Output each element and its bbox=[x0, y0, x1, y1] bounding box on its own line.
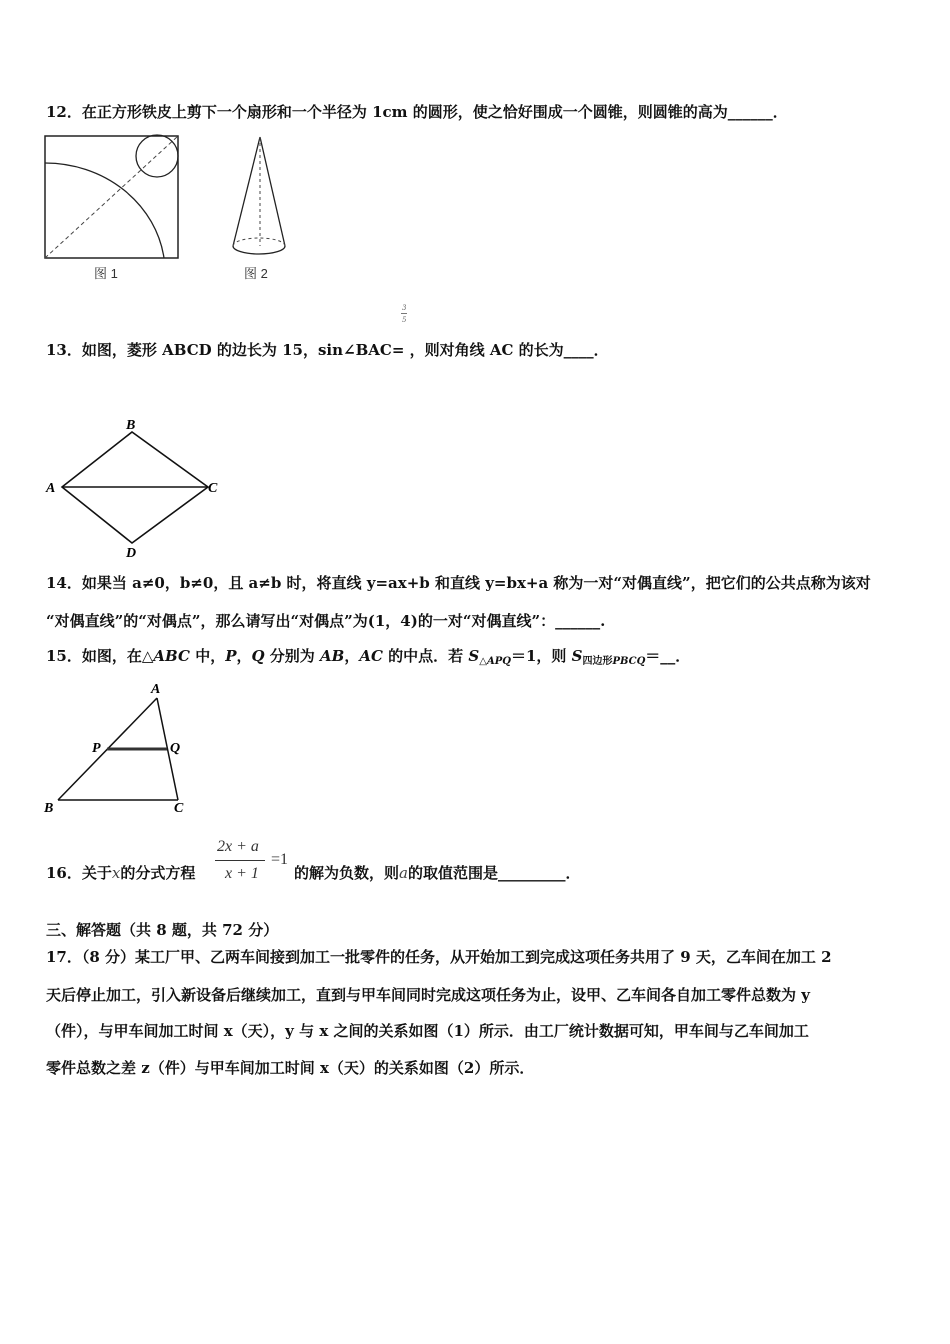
q16-text-before bbox=[46, 863, 195, 883]
q15-area-sub-apq: △APQ bbox=[479, 656, 511, 667]
q15-triangle-figure bbox=[40, 680, 200, 820]
label-d: D bbox=[126, 546, 137, 560]
q15-comma-2: ， bbox=[344, 647, 360, 665]
label-b: B bbox=[126, 418, 136, 433]
square-sheet bbox=[45, 136, 178, 258]
cone-base-front bbox=[233, 246, 285, 254]
q17-line-4: 零件总数之差 z（件）与甲车间加工时间 x（天）的关系如图（2）所示． bbox=[46, 1059, 535, 1077]
q15-text bbox=[46, 646, 690, 672]
q16-var-a: a bbox=[399, 864, 408, 882]
q15-part2: 中， bbox=[189, 647, 226, 665]
q16-var-x: x bbox=[111, 864, 121, 882]
q15-side-ac: AC bbox=[359, 647, 383, 665]
q15-side-ab: AB bbox=[320, 647, 345, 665]
q16-fraction-bar bbox=[215, 860, 265, 861]
q16-part4: 的取值范围是_________． bbox=[407, 864, 581, 882]
sector-arc bbox=[45, 163, 164, 258]
section-title: 三、解答题（共 8 题，共 72 分） bbox=[46, 921, 279, 939]
q16-part1: 16．关于 bbox=[46, 864, 112, 882]
q15-point-p: P bbox=[225, 647, 237, 665]
q15-point-q: Q bbox=[251, 647, 265, 665]
q12-text: 12．在正方形铁皮上剪下一个扇形和一个半径为 1cm 的圆形，使之恰好围成一个圆锥，则圆锥的高为______． bbox=[46, 103, 788, 121]
label-p: P bbox=[92, 741, 101, 756]
q17-line-3: （件），与甲车间加工时间 x（天），y 与 x 之间的关系如图（1）所示．由工厂统计数据可知，甲车间与乙车间加工 bbox=[46, 1022, 809, 1040]
q15-part1: 15．如图，在△ bbox=[46, 647, 154, 665]
q17-line-2: 天后停止加工，引入新设备后继续加工，直到与甲车间同时完成这项任务为止，设甲、乙车间各自加工零件总数为 y bbox=[46, 986, 810, 1004]
diagonal-dashed bbox=[45, 136, 178, 258]
q16-fraction-denominator: x + 1 bbox=[225, 865, 259, 882]
q15-part6: ＝__． bbox=[645, 647, 691, 665]
q15-part3: 分别为 bbox=[264, 647, 321, 665]
q15-part5: ＝1，则 bbox=[510, 647, 572, 665]
label-c: C bbox=[208, 481, 218, 496]
q14-line-1: 14．如果当 a≠0，b≠0，且 a≠b 时，将直线 y=ax+b 和直线 y=bx+a 称为一对“对偶直线”，把它们的公共点称为该对 bbox=[46, 574, 871, 592]
q13-fraction-denominator: 5 bbox=[402, 316, 407, 324]
q13-text: 13．如图，菱形 ABCD 的边长为 15，sin∠BAC= ，则对角线 AC 的长为____． bbox=[46, 341, 609, 359]
label-q: Q bbox=[170, 741, 181, 756]
q13-fraction-bar bbox=[401, 313, 407, 314]
q16-text-after bbox=[294, 863, 580, 883]
q16-part2: 的分式方程 bbox=[120, 864, 196, 882]
q12-figure-1 bbox=[42, 133, 182, 288]
q13-rhombus-figure bbox=[40, 415, 230, 560]
q15-area-s1: S bbox=[468, 647, 480, 665]
q15-comma-1: ， bbox=[236, 647, 252, 665]
label-a: A bbox=[151, 682, 161, 697]
fig1-caption: 图 1 bbox=[94, 266, 118, 281]
q15-area-s2: S bbox=[571, 647, 583, 665]
small-circle bbox=[136, 135, 178, 177]
cone-base-back bbox=[233, 238, 285, 246]
label-a: A bbox=[46, 481, 56, 496]
cone-left-side bbox=[233, 137, 260, 246]
q13-fraction-numerator: 3 bbox=[402, 304, 407, 312]
q17-line-1: 17．（8 分）某工厂甲、乙两车间接到加工一批零件的任务，从开始加工到完成这项任务共用了 9 天，乙车间在加工 2 bbox=[46, 948, 832, 966]
cone-right-side bbox=[260, 137, 285, 246]
q15-part4: 的中点．若 bbox=[382, 647, 469, 665]
q15-area-sub-quad: 四边形 bbox=[582, 656, 613, 667]
q16-part3: 的解为负数，则 bbox=[294, 864, 400, 882]
q14-line-2: “对偶直线”的“对偶点”，那么请写出“对偶点”为(1，4)的一对“对偶直线”：______. bbox=[46, 612, 606, 630]
q12-figure-2 bbox=[228, 133, 298, 288]
q15-triangle-abc: ABC bbox=[153, 647, 190, 665]
fig2-caption: 图 2 bbox=[244, 266, 268, 281]
label-c: C bbox=[174, 801, 184, 816]
label-b: B bbox=[44, 801, 54, 816]
q16-fraction-numerator: 2x + a bbox=[217, 838, 259, 855]
q15-area-sub-pbcq: PBCQ bbox=[612, 656, 646, 667]
q16-equals-one: =1 bbox=[271, 851, 289, 868]
